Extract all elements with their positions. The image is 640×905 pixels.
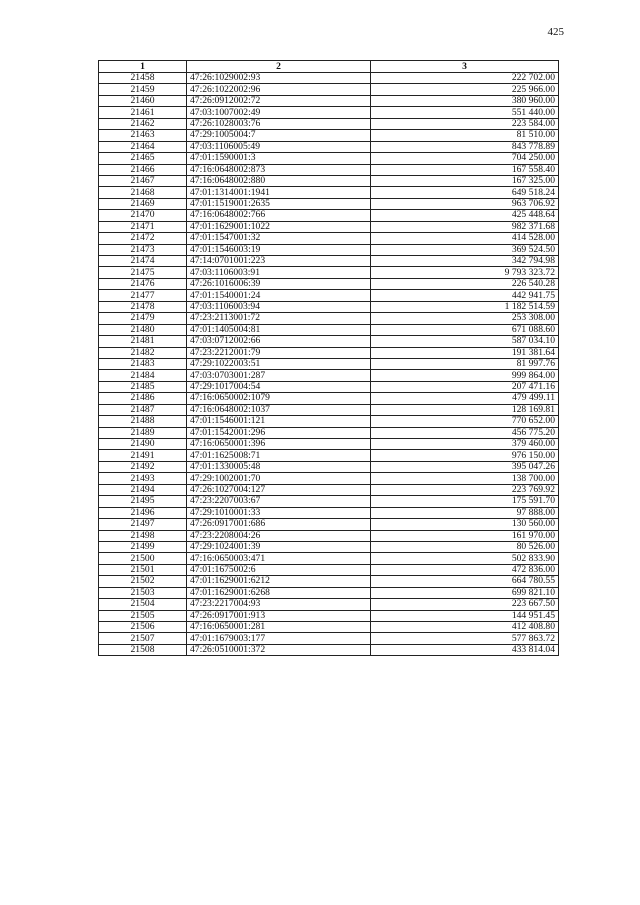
table-row — [99, 393, 559, 404]
table-row — [99, 95, 559, 106]
row-number-cell: 21460 — [99, 95, 187, 106]
table-row — [99, 301, 559, 312]
cadastral-number-cell: 47:16:0648002:766 — [187, 210, 371, 221]
table-row — [99, 473, 559, 484]
cadastral-number-cell: 47:23:2217004:93 — [187, 599, 371, 610]
cadastral-number-cell: 47:01:1625008:71 — [187, 450, 371, 461]
cadastral-number-cell: 47:01:1546003:19 — [187, 244, 371, 255]
value-cell: 999 864.00 — [371, 370, 559, 381]
table-row — [99, 336, 559, 347]
cadastral-number-cell: 47:29:1017004:54 — [187, 381, 371, 392]
value-cell: 369 524.50 — [371, 244, 559, 255]
table-row — [99, 358, 559, 369]
table-row — [99, 439, 559, 450]
value-cell: 551 440.00 — [371, 107, 559, 118]
table-row — [99, 278, 559, 289]
table-row — [99, 141, 559, 152]
cadastral-number-cell: 47:16:0650002:1079 — [187, 393, 371, 404]
cadastral-number-cell: 47:01:1519001:2635 — [187, 198, 371, 209]
value-cell: 130 560.00 — [371, 519, 559, 530]
cadastral-number-cell: 47:01:1540001:24 — [187, 290, 371, 301]
header-row — [99, 61, 559, 73]
cadastral-number-cell: 47:16:0650001:281 — [187, 622, 371, 633]
page-number: 425 — [547, 26, 564, 38]
column-header-1: 1 — [99, 61, 187, 73]
cadastral-number-cell: 47:29:1022003:51 — [187, 358, 371, 369]
column-header-2: 2 — [187, 61, 371, 73]
row-number-cell: 21466 — [99, 164, 187, 175]
cadastral-number-cell: 47:01:1330005:48 — [187, 461, 371, 472]
cadastral-number-cell: 47:01:1590001:3 — [187, 153, 371, 164]
table-row — [99, 153, 559, 164]
cadastral-number-cell: 47:29:1024001:39 — [187, 541, 371, 552]
row-number-cell: 21504 — [99, 599, 187, 610]
cadastral-number-cell: 47:23:2113001:72 — [187, 313, 371, 324]
row-number-cell: 21476 — [99, 278, 187, 289]
value-cell: 479 499.11 — [371, 393, 559, 404]
value-cell: 395 047.26 — [371, 461, 559, 472]
table-row — [99, 130, 559, 141]
value-cell: 226 540.28 — [371, 278, 559, 289]
value-cell: 9 793 323.72 — [371, 267, 559, 278]
cadastral-number-cell: 47:26:1027004:127 — [187, 484, 371, 495]
row-number-cell: 21488 — [99, 416, 187, 427]
table-row — [99, 530, 559, 541]
table-row — [99, 107, 559, 118]
cadastral-number-cell: 47:26:1029002:93 — [187, 73, 371, 84]
row-number-cell: 21494 — [99, 484, 187, 495]
row-number-cell: 21502 — [99, 576, 187, 587]
cadastral-number-cell: 47:26:1016006:39 — [187, 278, 371, 289]
row-number-cell: 21477 — [99, 290, 187, 301]
table-row — [99, 118, 559, 129]
row-number-cell: 21486 — [99, 393, 187, 404]
row-number-cell: 21474 — [99, 256, 187, 267]
table-row — [99, 324, 559, 335]
value-cell: 342 794.98 — [371, 256, 559, 267]
table-row — [99, 233, 559, 244]
row-number-cell: 21500 — [99, 553, 187, 564]
table-row — [99, 164, 559, 175]
cadastral-number-cell: 47:01:1675002:6 — [187, 564, 371, 575]
cadastral-number-cell: 47:26:1022002:96 — [187, 84, 371, 95]
table-row — [99, 599, 559, 610]
row-number-cell: 21487 — [99, 404, 187, 415]
table-row — [99, 256, 559, 267]
table-row — [99, 221, 559, 232]
cadastral-number-cell: 47:16:0648002:880 — [187, 175, 371, 186]
cadastral-number-cell: 47:01:1547001:32 — [187, 233, 371, 244]
table-row — [99, 370, 559, 381]
row-number-cell: 21491 — [99, 450, 187, 461]
row-number-cell: 21467 — [99, 175, 187, 186]
table-header — [99, 61, 559, 73]
row-number-cell: 21480 — [99, 324, 187, 335]
row-number-cell: 21498 — [99, 530, 187, 541]
cadastral-number-cell: 47:16:0648002:1037 — [187, 404, 371, 415]
value-cell: 167 325.00 — [371, 175, 559, 186]
row-number-cell: 21505 — [99, 610, 187, 621]
value-cell: 223 584.00 — [371, 118, 559, 129]
cadastral-number-cell: 47:26:0912002:72 — [187, 95, 371, 106]
value-cell: 587 034.10 — [371, 336, 559, 347]
row-number-cell: 21482 — [99, 347, 187, 358]
value-cell: 671 088.60 — [371, 324, 559, 335]
value-cell: 414 528.00 — [371, 233, 559, 244]
row-number-cell: 21481 — [99, 336, 187, 347]
cadastral-number-cell: 47:26:1028003:76 — [187, 118, 371, 129]
cadastral-number-cell: 47:01:1679003:177 — [187, 633, 371, 644]
value-cell: 223 769.92 — [371, 484, 559, 495]
value-cell: 456 775.20 — [371, 427, 559, 438]
value-cell: 412 408.80 — [371, 622, 559, 633]
table-row — [99, 416, 559, 427]
row-number-cell: 21490 — [99, 439, 187, 450]
cadastral-number-cell: 47:29:1005004:7 — [187, 130, 371, 141]
cadastral-number-cell: 47:01:1629001:6212 — [187, 576, 371, 587]
value-cell: 699 821.10 — [371, 587, 559, 598]
value-cell: 1 182 514.59 — [371, 301, 559, 312]
row-number-cell: 21484 — [99, 370, 187, 381]
value-cell: 380 960.00 — [371, 95, 559, 106]
row-number-cell: 21501 — [99, 564, 187, 575]
value-cell: 704 250.00 — [371, 153, 559, 164]
cadastral-number-cell: 47:29:1002001:70 — [187, 473, 371, 484]
value-cell: 161 970.00 — [371, 530, 559, 541]
row-number-cell: 21492 — [99, 461, 187, 472]
value-cell: 175 591.70 — [371, 496, 559, 507]
value-cell: 222 702.00 — [371, 73, 559, 84]
row-number-cell: 21506 — [99, 622, 187, 633]
row-number-cell: 21493 — [99, 473, 187, 484]
value-cell: 472 836.00 — [371, 564, 559, 575]
value-cell: 81 510.00 — [371, 130, 559, 141]
table-row — [99, 198, 559, 209]
cadastral-number-cell: 47:26:0917001:913 — [187, 610, 371, 621]
cadastral-number-cell: 47:03:1106003:94 — [187, 301, 371, 312]
value-cell: 963 706.92 — [371, 198, 559, 209]
cadastral-number-cell: 47:03:0712002:66 — [187, 336, 371, 347]
table-row — [99, 427, 559, 438]
cadastral-number-cell: 47:23:2212001:79 — [187, 347, 371, 358]
value-cell: 433 814.04 — [371, 644, 559, 655]
row-number-cell: 21472 — [99, 233, 187, 244]
value-cell: 664 780.55 — [371, 576, 559, 587]
value-cell: 253 308.00 — [371, 313, 559, 324]
value-cell: 144 951.45 — [371, 610, 559, 621]
cadastral-number-cell: 47:01:1542001:296 — [187, 427, 371, 438]
row-number-cell: 21458 — [99, 73, 187, 84]
value-cell: 843 778.89 — [371, 141, 559, 152]
row-number-cell: 21459 — [99, 84, 187, 95]
cadastral-number-cell: 47:16:0648002:873 — [187, 164, 371, 175]
table-row — [99, 267, 559, 278]
value-cell: 128 169.81 — [371, 404, 559, 415]
cadastral-number-cell: 47:03:1007002:49 — [187, 107, 371, 118]
value-cell: 976 150.00 — [371, 450, 559, 461]
cadastral-number-cell: 47:03:0703001:287 — [187, 370, 371, 381]
cadastral-number-cell: 47:03:1106005:49 — [187, 141, 371, 152]
cadastral-number-cell: 47:16:0650003:471 — [187, 553, 371, 564]
table-row — [99, 519, 559, 530]
value-cell: 223 667.50 — [371, 599, 559, 610]
table-row — [99, 175, 559, 186]
table-row — [99, 290, 559, 301]
table-row — [99, 484, 559, 495]
row-number-cell: 21507 — [99, 633, 187, 644]
value-cell: 770 652.00 — [371, 416, 559, 427]
cadastral-number-cell: 47:01:1314001:1941 — [187, 187, 371, 198]
table-row — [99, 381, 559, 392]
table-row — [99, 244, 559, 255]
table-row — [99, 347, 559, 358]
value-cell: 379 460.00 — [371, 439, 559, 450]
value-cell: 191 381.64 — [371, 347, 559, 358]
value-cell: 225 966.00 — [371, 84, 559, 95]
value-cell: 649 518.24 — [371, 187, 559, 198]
cadastral-number-cell: 47:01:1629001:6268 — [187, 587, 371, 598]
cadastral-number-cell: 47:26:0510001:372 — [187, 644, 371, 655]
row-number-cell: 21497 — [99, 519, 187, 530]
row-number-cell: 21470 — [99, 210, 187, 221]
table-row — [99, 84, 559, 95]
table-row — [99, 541, 559, 552]
cadastral-number-cell: 47:23:2208004:26 — [187, 530, 371, 541]
row-number-cell: 21462 — [99, 118, 187, 129]
row-number-cell: 21463 — [99, 130, 187, 141]
row-number-cell: 21496 — [99, 507, 187, 518]
table-row — [99, 576, 559, 587]
row-number-cell: 21503 — [99, 587, 187, 598]
table-row — [99, 644, 559, 655]
row-number-cell: 21469 — [99, 198, 187, 209]
cadastral-number-cell: 47:01:1629001:1022 — [187, 221, 371, 232]
cadastral-number-cell: 47:16:0650001:396 — [187, 439, 371, 450]
table-row — [99, 187, 559, 198]
row-number-cell: 21479 — [99, 313, 187, 324]
table-row — [99, 461, 559, 472]
row-number-cell: 21499 — [99, 541, 187, 552]
table-row — [99, 496, 559, 507]
value-cell: 167 558.40 — [371, 164, 559, 175]
table-row — [99, 210, 559, 221]
cadastral-number-cell: 47:26:0917001:686 — [187, 519, 371, 530]
value-cell: 502 833.90 — [371, 553, 559, 564]
table-row — [99, 404, 559, 415]
table-row — [99, 610, 559, 621]
row-number-cell: 21461 — [99, 107, 187, 118]
table-row — [99, 564, 559, 575]
table-row — [99, 450, 559, 461]
value-cell: 577 863.72 — [371, 633, 559, 644]
value-cell: 138 700.00 — [371, 473, 559, 484]
table-row — [99, 73, 559, 84]
row-number-cell: 21508 — [99, 644, 187, 655]
value-cell: 207 471.16 — [371, 381, 559, 392]
row-number-cell: 21465 — [99, 153, 187, 164]
cadastral-number-cell: 47:23:2207003:67 — [187, 496, 371, 507]
cadastral-number-cell: 47:03:1106003:91 — [187, 267, 371, 278]
value-cell: 97 888.00 — [371, 507, 559, 518]
value-cell: 81 997.76 — [371, 358, 559, 369]
cadastral-number-cell: 47:01:1405004:81 — [187, 324, 371, 335]
row-number-cell: 21473 — [99, 244, 187, 255]
row-number-cell: 21475 — [99, 267, 187, 278]
table-row — [99, 633, 559, 644]
row-number-cell: 21471 — [99, 221, 187, 232]
table-body — [99, 73, 559, 656]
cadastral-number-cell: 47:01:1546001:121 — [187, 416, 371, 427]
row-number-cell: 21495 — [99, 496, 187, 507]
value-cell: 80 526.00 — [371, 541, 559, 552]
row-number-cell: 21464 — [99, 141, 187, 152]
table-row — [99, 553, 559, 564]
row-number-cell: 21483 — [99, 358, 187, 369]
cadastral-number-cell: 47:14:0701001:223 — [187, 256, 371, 267]
value-cell: 442 941.75 — [371, 290, 559, 301]
table-row — [99, 587, 559, 598]
table-row — [99, 313, 559, 324]
value-cell: 425 448.64 — [371, 210, 559, 221]
cadastral-number-cell: 47:29:1010001:33 — [187, 507, 371, 518]
table-row — [99, 622, 559, 633]
row-number-cell: 21485 — [99, 381, 187, 392]
row-number-cell: 21478 — [99, 301, 187, 312]
value-cell: 982 371.68 — [371, 221, 559, 232]
table-row — [99, 507, 559, 518]
row-number-cell: 21468 — [99, 187, 187, 198]
registry-table — [98, 60, 559, 656]
row-number-cell: 21489 — [99, 427, 187, 438]
column-header-3: 3 — [371, 61, 559, 73]
